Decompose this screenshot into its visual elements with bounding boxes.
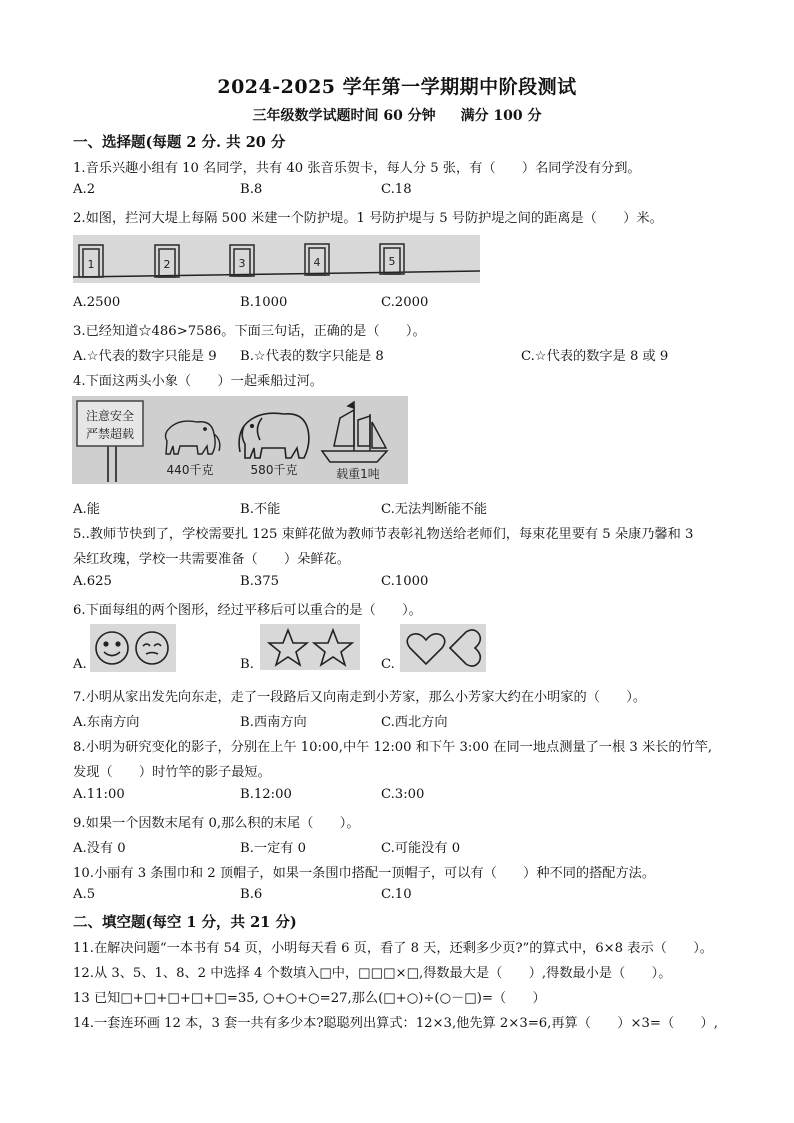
post-3-label: 3	[238, 257, 246, 270]
heart-icon	[407, 634, 445, 664]
question-9-options	[73, 837, 773, 855]
question-10: 10.小丽有 3 条围巾和 2 顶帽子，如果一条围巾搭配一顶帽子，可以有（ ）种不同的搭配方法。	[73, 866, 656, 881]
elephant-1-weight: 440千克	[166, 463, 214, 477]
sign-line-1: 注意安全	[85, 409, 135, 423]
option-a: A.11:00	[73, 787, 125, 802]
question-6: 6.下面每组的两个图形，经过平移后可以重合的是（ ）。	[73, 603, 422, 618]
section-choice-heading: 一、选择题(每题 2 分. 共 20 分	[73, 134, 286, 151]
option-a: A.625	[73, 574, 112, 589]
question-3: 3.已经知道☆486>7586。下面三句话，正确的是（ ）。	[73, 324, 426, 339]
option-b: B.☆代表的数字只能是 8	[240, 349, 384, 364]
option-b: B.一定有 0	[240, 841, 307, 856]
star-icon	[314, 630, 352, 665]
elephant-2-weight: 580千克	[250, 463, 298, 477]
question-4: 4.下面这两头小象（ ）一起乘船过河。	[73, 374, 323, 389]
post-4-label: 4	[313, 256, 321, 269]
option-b-figure	[260, 624, 360, 670]
option-b: B.375	[240, 574, 280, 589]
option-c: C.2000	[381, 295, 429, 310]
exam-full-score: 满分 100 分	[460, 108, 542, 124]
option-a: A.东南方向	[73, 715, 140, 730]
option-b: B.12:00	[240, 787, 292, 802]
option-a: A.没有 0	[73, 841, 126, 856]
heart-icon	[450, 630, 480, 666]
question-1-options	[73, 182, 773, 200]
option-b: B.不能	[240, 502, 281, 517]
question-7: 7.小明从家出发先向东走，走了一段路后又向南走到小芳家，那么小芳家大约在小明家的（ ）。	[73, 690, 647, 705]
question-9: 9.如果一个因数末尾有 0,那么积的末尾（ ）。	[73, 816, 360, 831]
option-b: B.西南方向	[240, 715, 307, 730]
smiley-face-icon	[96, 632, 128, 664]
exam-subtitle	[0, 105, 794, 125]
question-8-line-2: 发现（ ）时竹竿的影子最短。	[73, 765, 271, 780]
question-2: 2.如图，拦河大堤上每隔 500 米建一个防护堤。1 号防护堤与 5 号防护堤之间的距离是（ ）米。	[73, 211, 663, 226]
option-a: A.	[73, 657, 87, 672]
question-5-options	[73, 574, 773, 592]
question-8-line-1: 8.小明为研究变化的影子，分别在上午 10:00,中午 12:00 和下午 3:00 在同一地点测量了一根 3 米长的竹竿,	[73, 740, 713, 755]
post-1-label: 1	[87, 258, 95, 271]
option-b: B.	[240, 657, 254, 672]
smiley-face-icon	[136, 632, 168, 664]
option-c: C.西北方向	[381, 715, 448, 730]
question-8-options	[73, 787, 773, 805]
small-elephant-icon	[166, 421, 220, 454]
option-c: C.	[381, 657, 395, 672]
question-7-options	[73, 711, 773, 729]
option-c: C.可能没有 0	[381, 841, 461, 856]
question-3-options	[73, 345, 773, 363]
option-c: C.10	[381, 887, 412, 902]
option-c: C.☆代表的数字是 8 或 9	[521, 349, 669, 364]
boat-capacity: 载重1吨	[336, 467, 380, 481]
option-a: A.☆代表的数字只能是 9	[73, 349, 217, 364]
option-a: A.2500	[73, 295, 121, 310]
question-5-line-2: 朵红玫瑰，学校一共需要准备（ ）朵鲜花。	[73, 552, 350, 567]
option-c: C.18	[381, 182, 412, 197]
elephants-figure	[72, 396, 408, 484]
option-a: A.2	[73, 182, 96, 197]
question-1: 1.音乐兴趣小组有 10 名同学，共有 40 张音乐贺卡，每人分 5 张，有（ ）名同学没有分到。	[73, 161, 641, 176]
post-5-label: 5	[388, 255, 396, 268]
star-icon	[269, 630, 307, 665]
exam-title: 2024-2025 学年第一学期期中阶段测试	[217, 76, 577, 98]
option-b: B.6	[240, 887, 263, 902]
sign-line-2: 严禁超载	[85, 427, 135, 441]
dam-figure	[73, 235, 480, 283]
option-c: C.1000	[381, 574, 429, 589]
option-a: A.5	[73, 887, 96, 902]
boat-icon	[322, 402, 387, 462]
question-11: 11.在解决问题“一本书有 54 页，小明每天看 6 页，看了 8 天，还剩多少页?”的算式中，6×8 表示（ ）。	[73, 941, 713, 956]
option-c-figure	[400, 624, 486, 672]
option-c: C.无法判断能不能	[381, 502, 488, 517]
question-2-options	[73, 295, 773, 313]
large-elephant-icon	[239, 413, 309, 458]
question-13: 13 已知□+□+□+□+□=35, ○+○+○=27,那么(□+○)÷(○－□)=（ ）	[73, 991, 546, 1006]
question-5-line-1: 5..教师节快到了，学校需要扎 125 束鲜花做为教师节表彰礼物送给老师们，每束花里要有 5 朵康乃馨和 3	[73, 527, 694, 542]
option-c: C.3:00	[381, 787, 425, 802]
question-12: 12.从 3、5、1、8、2 中选择 4 个数填入□中，□□□×□,得数最大是（ ）,得数最小是（ ）。	[73, 966, 672, 981]
option-b: B.8	[240, 182, 263, 197]
section-fill-heading: 二、填空题(每空 1 分，共 21 分)	[73, 914, 297, 931]
question-14: 14.一套连环画 12 本，3 套一共有多少本?聪聪列出算式：12×3,他先算 2×3=6,再算（ ）×3=（ ）,	[73, 1016, 718, 1031]
exam-grade-time: 三年级数学试题时间 60 分钟	[252, 108, 436, 124]
question-4-options	[73, 498, 773, 516]
post-2-label: 2	[163, 258, 171, 271]
option-a-figure	[90, 624, 176, 672]
question-10-options	[73, 887, 773, 905]
option-b: B.1000	[240, 295, 288, 310]
option-a: A.能	[73, 502, 100, 517]
